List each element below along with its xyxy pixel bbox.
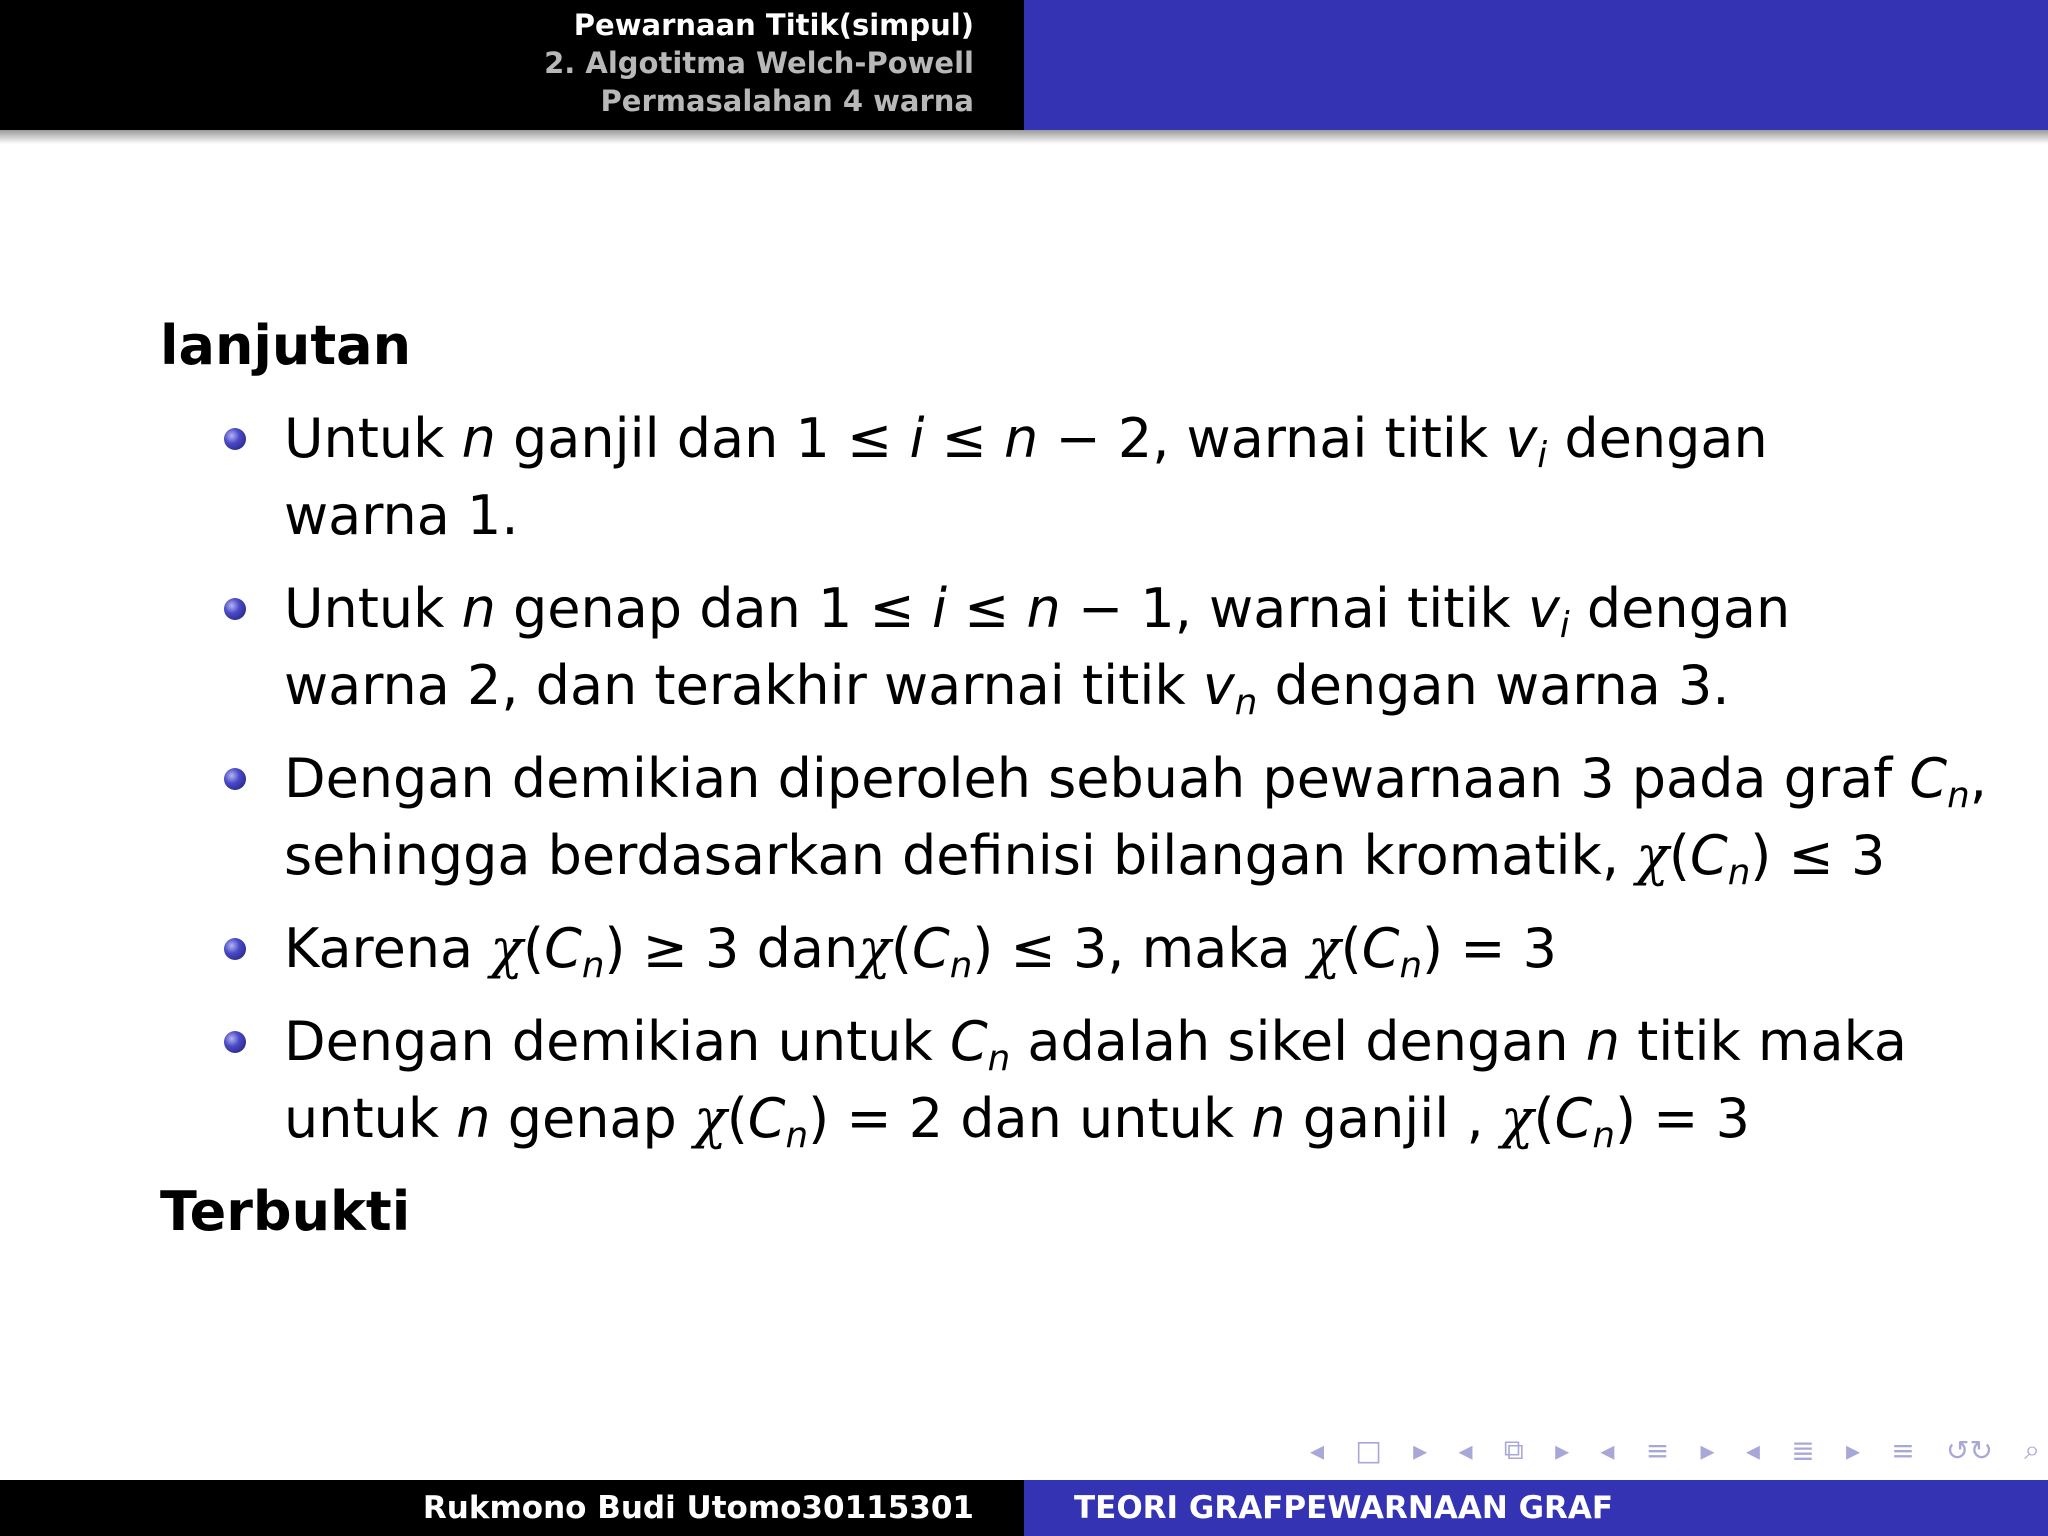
block-title: lanjutan — [160, 314, 412, 377]
text: adalah sikel dengan — [1010, 1010, 1586, 1073]
math-subscript: n — [1592, 1114, 1615, 1156]
text: ganjil dan 1 ≤ — [495, 407, 910, 470]
footer-title: TEORI GRAFPEWARNAAN GRAF — [1024, 1480, 2048, 1536]
text: ) ≤ 3 — [1750, 824, 1886, 887]
list-item — [160, 1003, 1920, 1157]
bullet-icon — [224, 428, 246, 450]
arrow-right-icon[interactable]: ▸ — [1555, 1433, 1570, 1467]
text: dengan — [1569, 577, 1791, 640]
bullet-icon — [224, 1031, 246, 1053]
item-line — [284, 647, 1920, 724]
text: ) ≤ 3, maka — [972, 917, 1308, 980]
header-section-3[interactable]: Permasalahan 4 warna — [600, 84, 974, 118]
text: ) = 3 — [1422, 917, 1558, 980]
text: ( — [523, 917, 545, 980]
footer-author: Rukmono Budi Utomo30115301 — [0, 1480, 1024, 1536]
back-forward-icon[interactable]: ↺↻ — [1946, 1433, 1993, 1467]
item-line — [284, 1003, 1920, 1080]
header-bar — [0, 0, 2048, 130]
text: genap — [490, 1087, 694, 1150]
math-chi: χ — [858, 917, 891, 980]
text: ) = 2 dan untuk — [808, 1087, 1252, 1150]
item-line — [284, 400, 1920, 477]
arrow-right-icon[interactable]: ▸ — [1700, 1433, 1715, 1467]
bullet-icon — [224, 598, 246, 620]
text: untuk — [284, 1087, 457, 1150]
arrow-right-icon[interactable]: ▸ — [1413, 1433, 1428, 1467]
text: titik maka — [1619, 1010, 1908, 1073]
math-var: n — [456, 1087, 491, 1150]
math-var: C — [747, 1087, 786, 1150]
text: warna 2, dan terakhir warnai titik — [284, 654, 1203, 717]
math-subscript: n — [949, 944, 973, 986]
text: ganjil , — [1285, 1087, 1501, 1150]
math-var: C — [544, 917, 582, 980]
footer-bar — [0, 1480, 2048, 1536]
item-line — [284, 910, 1920, 987]
header-section-1[interactable]: Pewarnaan Titik(simpul) — [573, 8, 974, 42]
text: ) = 3 — [1614, 1087, 1750, 1150]
list-item — [160, 400, 1920, 554]
math-var: n — [1004, 407, 1039, 470]
bullet-icon — [224, 938, 246, 960]
item-line — [284, 477, 1920, 554]
math-subscript: i — [1559, 604, 1570, 646]
math-chi: χ — [490, 917, 524, 980]
math-chi: χ — [1500, 1087, 1534, 1150]
math-subscript: n — [987, 1037, 1011, 1079]
bullet-icon — [224, 768, 246, 790]
math-subscript: n — [1399, 944, 1423, 986]
text: Untuk — [284, 407, 462, 470]
text: warna 1. — [284, 484, 519, 547]
math-var: n — [461, 577, 496, 640]
math-var: n — [461, 407, 496, 470]
math-var: C — [1909, 747, 1948, 810]
text: dengan — [1547, 407, 1768, 470]
math-subscript: n — [1727, 851, 1751, 893]
text: , — [1969, 747, 1987, 810]
list-item — [160, 910, 1920, 987]
text: ) ≥ 3 dan — [604, 917, 859, 980]
subsection-icon[interactable]: ⧉ — [1503, 1433, 1524, 1466]
math-subscript: i — [1537, 434, 1548, 476]
text: ( — [890, 917, 912, 980]
header-right-panel — [1024, 0, 2048, 130]
list-item — [160, 570, 1920, 724]
end-title: Terbukti — [160, 1180, 411, 1243]
header-sections — [0, 0, 1024, 130]
math-chi: χ — [693, 1087, 727, 1150]
navigation-bar — [1310, 1432, 2040, 1468]
math-var: C — [949, 1010, 988, 1073]
text: ( — [1533, 1087, 1555, 1150]
math-var: C — [1361, 917, 1400, 980]
math-var: C — [911, 917, 950, 980]
text: ( — [1340, 917, 1362, 980]
text: Karena — [284, 917, 491, 980]
text: Dengan demikian untuk — [284, 1010, 950, 1073]
item-line — [284, 817, 1920, 894]
text: ≤ — [924, 407, 1005, 470]
header-shadow — [0, 130, 2048, 144]
text: Untuk — [284, 577, 462, 640]
math-var: C — [1554, 1087, 1593, 1150]
align-icon[interactable]: ≡ — [1891, 1433, 1915, 1467]
arrow-left-icon[interactable]: ◂ — [1310, 1433, 1325, 1467]
text: ≤ — [946, 577, 1027, 640]
math-var: v — [1527, 577, 1560, 640]
arrow-right-icon[interactable]: ▸ — [1845, 1433, 1860, 1467]
math-var: i — [909, 407, 925, 470]
text: genap dan 1 ≤ — [495, 577, 932, 640]
math-var: v — [1505, 407, 1538, 470]
math-var: n — [1251, 1087, 1286, 1150]
math-var: i — [931, 577, 947, 640]
presentation-icon[interactable]: ≣ — [1791, 1433, 1815, 1467]
arrow-left-icon[interactable]: ◂ — [1600, 1433, 1615, 1467]
text: ( — [1668, 824, 1690, 887]
search-icon[interactable]: ⌕ — [2024, 1433, 2040, 1466]
section-icon[interactable]: ≡ — [1645, 1433, 1670, 1467]
math-chi: χ — [1636, 824, 1669, 887]
text: − 1, warnai titik — [1060, 577, 1528, 640]
arrow-left-icon[interactable]: ◂ — [1745, 1433, 1760, 1467]
arrow-left-icon[interactable]: ◂ — [1458, 1433, 1473, 1467]
frame-icon[interactable]: □ — [1355, 1433, 1382, 1467]
text: − 2, warnai titik — [1038, 407, 1506, 470]
math-chi: χ — [1307, 917, 1341, 980]
list-item — [160, 740, 1987, 894]
item-line — [284, 570, 1920, 647]
math-subscript: n — [1234, 681, 1258, 723]
text: dengan warna 3. — [1257, 654, 1730, 717]
item-line — [284, 1080, 1920, 1157]
math-subscript: n — [1947, 774, 1970, 816]
bullet-list — [160, 400, 1987, 1173]
text: Dengan demikian diperoleh sebuah pewarnaan 3 pada graf — [284, 747, 1910, 810]
text: sehingga berdasarkan definisi bilangan kromatik, — [284, 824, 1637, 887]
math-var: C — [1689, 824, 1728, 887]
math-subscript: n — [785, 1114, 809, 1156]
math-var: n — [1585, 1010, 1620, 1073]
text: ( — [726, 1087, 748, 1150]
item-line — [284, 740, 1987, 817]
math-subscript: n — [581, 944, 605, 986]
math-var: n — [1026, 577, 1061, 640]
math-var: v — [1202, 654, 1235, 717]
header-section-2[interactable]: 2. Algotitma Welch-Powell — [544, 46, 974, 80]
